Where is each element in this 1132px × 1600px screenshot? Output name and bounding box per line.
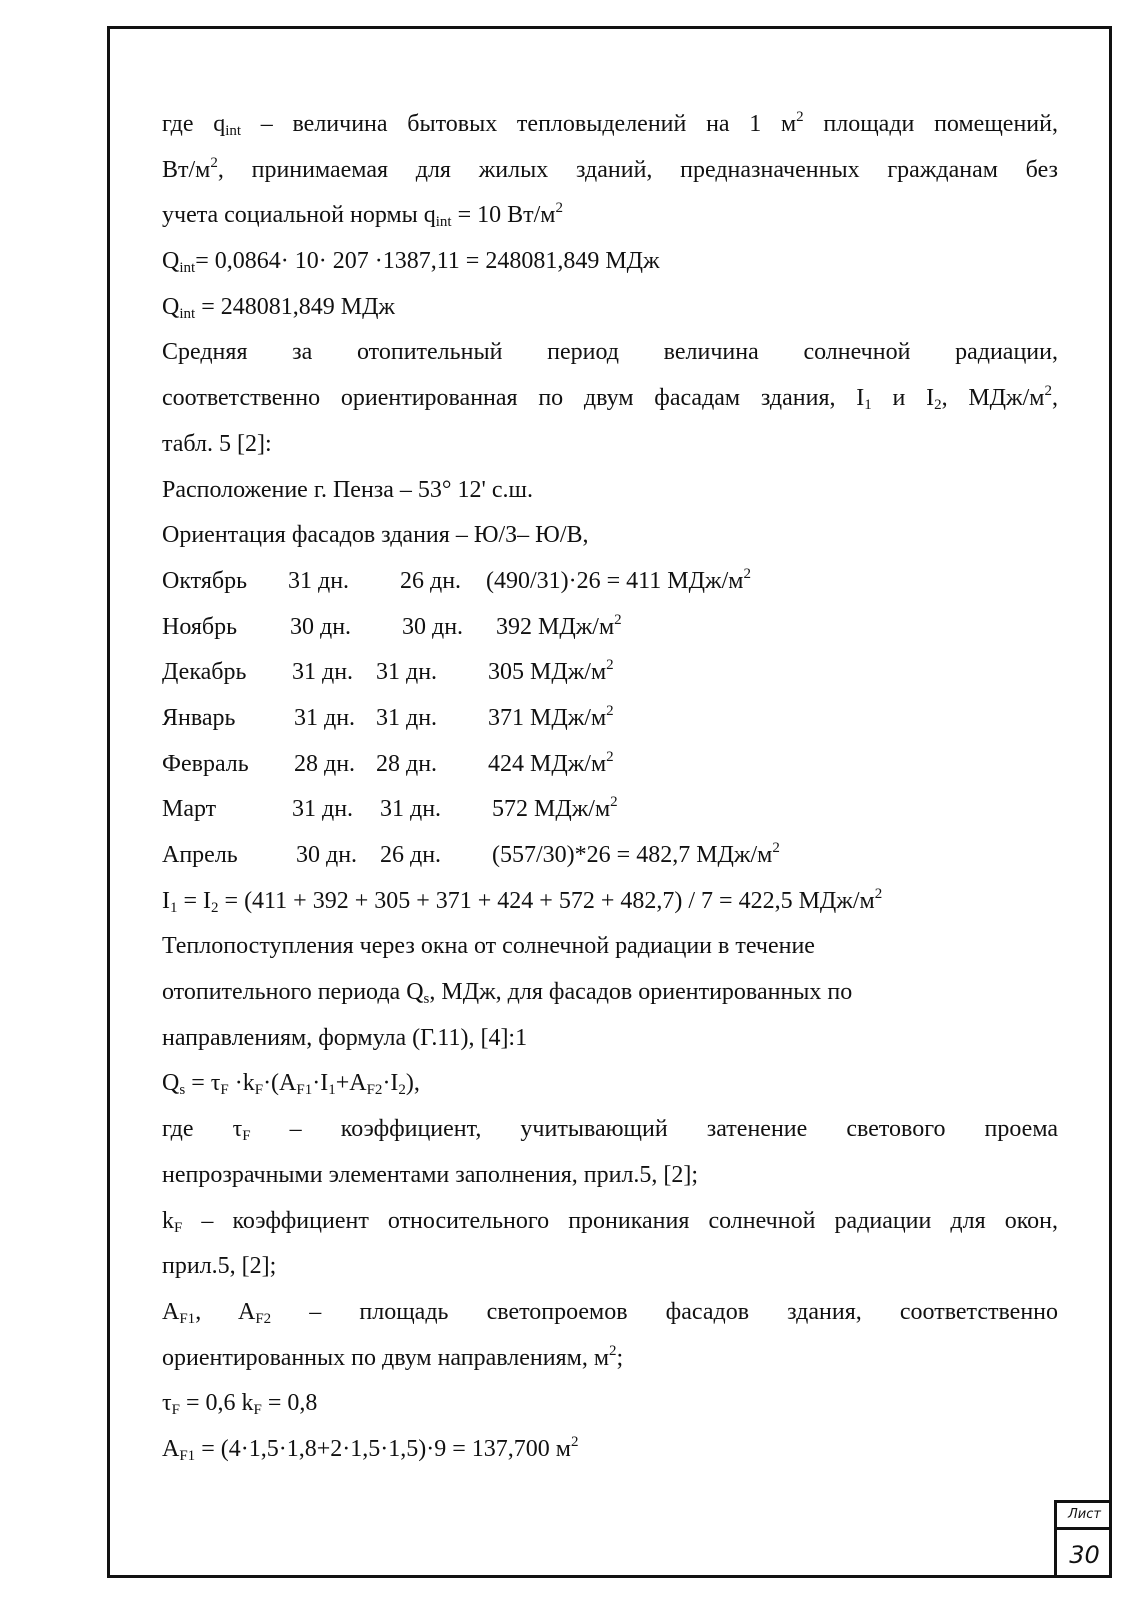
month-row-march: Март 31 дн. 31 дн. 572 МДж/$м^2$ xyxy=(162,787,1058,833)
month-days-1: 31 дн. xyxy=(288,567,350,594)
month-row-november: Ноябрь 30 дн. 30 дн. 392 МДж/$м^2$ xyxy=(162,605,1058,651)
month-days-2: 31 дн. xyxy=(376,704,438,731)
coefficients-line: $\tau_F = 0,6$ $k_F = 0,8$ xyxy=(162,1390,318,1419)
month-value: (557/30)*26 = 482,7 МДж/м xyxy=(492,842,773,868)
month-row-december: Декабрь 31 дн. 31 дн. 305 МДж/$м^2$ xyxy=(162,650,1058,696)
month-days-2: 28 дн. xyxy=(376,750,438,777)
paragraph-radiation-line-1: Средняя за отопительный период величина солнечной радиации, xyxy=(162,339,1058,366)
month-name: Апрель xyxy=(162,842,238,868)
month-days-2: 26 дн. xyxy=(400,567,462,594)
month-name: Ноябрь xyxy=(162,613,238,640)
paragraph-qint-line-2: $Вт/м^2$, принимаемая для жилых зданий, предназначенных гражданам без xyxy=(162,154,1058,183)
paragraph-heat-gain-line-3: направлениям, формула (Г.11), [4]:1 xyxy=(162,1024,528,1051)
month-days-1: 30 дн. xyxy=(290,613,352,640)
month-name: Март xyxy=(162,796,217,823)
month-days-1: 31 дн. xyxy=(294,704,356,731)
month-row-april: Апрель 30 дн. 26 дн. (557/30)*26 = 482,7 МДж/$м^2$ xyxy=(162,833,1058,879)
paragraph-af-line-2: ориентированных по двум направлениям, $м^2$; xyxy=(162,1342,624,1371)
month-name: Декабрь xyxy=(162,659,247,686)
month-days-1: 28 дн. xyxy=(294,750,356,777)
month-name: Февраль xyxy=(162,750,249,777)
month-days-2: 30 дн. xyxy=(402,613,464,640)
location-line: Расположение г. Пенза – 53° 12' с.ш. xyxy=(162,476,533,503)
paragraph-qint-line-1: где $q_{int}$ – величина бытовых тепловыделений на 1 $м^2$ площади помещений, xyxy=(162,109,1058,139)
radiation-average: $I_1 = I_2 = (411 + 392 + 305 + 371 + 424 + 572 + 482,7) / 7 = 422,5$ МДж/$м^2$ xyxy=(162,885,883,916)
sheet-label: Лист xyxy=(1057,1503,1112,1530)
document-body xyxy=(162,102,1058,1473)
qint-result: $Q_{int} = 248081,849$ МДж xyxy=(162,293,396,322)
paragraph-radiation-line-3: табл. 5 [2]: xyxy=(162,430,272,457)
paragraph-radiation-line-2: соответственно ориентированная по двум фасадам здания, $I_1$ и $I_2$, МДж/$м^2$, xyxy=(162,383,1058,414)
month-row-january: Январь 31 дн. 31 дн. 371 МДж/$м^2$ xyxy=(162,696,1058,742)
af1-calculation: $A_{F1} = (4\cdot 1,5\cdot 1,8+2\cdot 1,5\cdot 1,5)\cdot 9 = 137,700$ $м^2$ xyxy=(162,1433,579,1464)
month-name: Январь xyxy=(162,704,236,731)
month-name: Октябрь xyxy=(162,567,248,594)
month-value: 424 МДж/м xyxy=(488,750,607,777)
sheet-stamp xyxy=(1054,1500,1112,1578)
month-value: 572 МДж/м xyxy=(492,796,611,823)
paragraph-qint-line-3: учета социальной нормы $q_{int} = 10$ $Вт/м^2$ xyxy=(162,200,563,231)
paragraph-tau-line-2: непрозрачными элементами заполнения, прил.5, [2]; xyxy=(162,1161,699,1188)
month-days-2: 26 дн. xyxy=(380,842,442,868)
paragraph-kf-line-1: $k_F$ – коэффициент относительного проникания солнечной радиации для окон, xyxy=(162,1207,1058,1236)
month-value: (490/31)·26 = 411 МДж/м xyxy=(486,567,744,594)
month-days-2: 31 дн. xyxy=(376,659,438,686)
month-days-1: 30 дн. xyxy=(296,842,358,868)
month-value: 371 МДж/м xyxy=(488,704,607,731)
orientation-line: Ориентация фасадов здания – Ю/З– Ю/В, xyxy=(162,522,589,549)
paragraph-heat-gain-line-1: Теплопоступления через окна от солнечной радиации в течение xyxy=(162,933,815,960)
month-days-1: 31 дн. xyxy=(292,796,354,823)
qint-calculation: $Q_{int}= 0,0864\cdot 10\cdot 207 \cdot 1387,11 = 248081,849$ МДж xyxy=(162,248,660,277)
month-row-october: Октябрь 31 дн. 26 дн. (490/31)·26 = 411 МДж/$м^2$ xyxy=(162,559,1058,605)
paragraph-kf-line-2: прил.5, [2]; xyxy=(162,1253,277,1280)
month-row-february: Февраль 28 дн. 28 дн. 424 МДж/$м^2$ xyxy=(162,742,1058,788)
paragraph-heat-gain-line-2: отопительного периода $Q_s$, МДж, для фасадов ориентированных по xyxy=(162,979,853,1008)
paragraph-af-line-1: $A_{F1}$, $A_{F2}$ – площадь светопроемов фасадов здания, соответственно xyxy=(162,1298,1058,1327)
month-days-1: 31 дн. xyxy=(292,659,354,686)
month-days-2: 31 дн. xyxy=(380,796,442,823)
paragraph-tau-line-1: где $\tau_F$ – коэффициент, учитывающий затенение светового проема xyxy=(162,1116,1058,1145)
month-value: 392 МДж/м xyxy=(490,613,615,640)
sheet-number: 30 xyxy=(1069,1541,1100,1569)
formula-qs: $Q_s = \tau_F \cdot k_F\cdot(A_{F1}\cdot I_1+A_{F2}\cdot I_2)$, xyxy=(162,1070,420,1099)
month-value: 305 МДж/м xyxy=(488,659,607,686)
